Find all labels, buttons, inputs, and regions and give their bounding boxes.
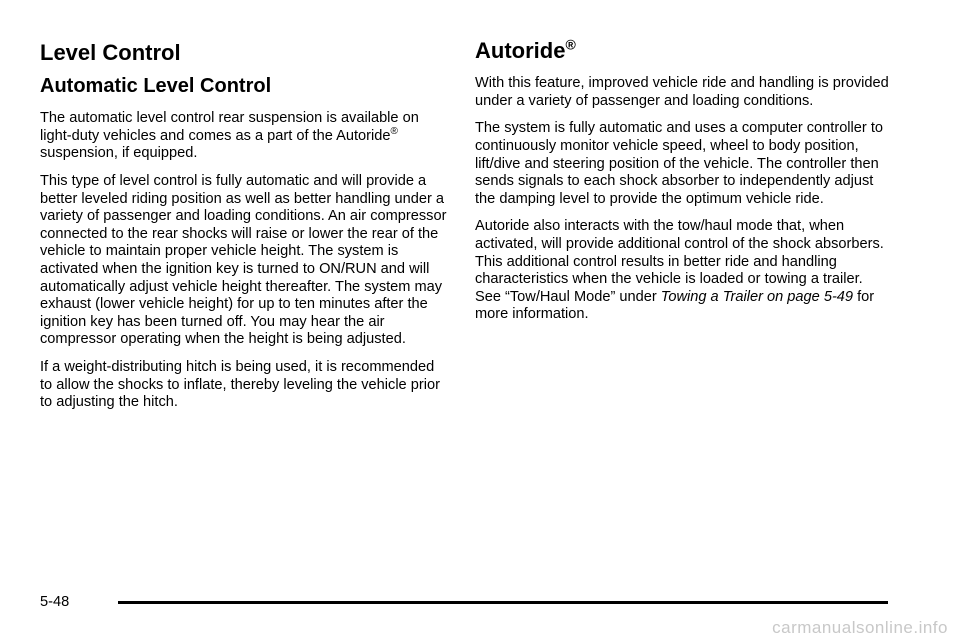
footer-rule bbox=[118, 601, 888, 604]
autoride-title-text: Autoride bbox=[475, 38, 566, 63]
paragraph-tow-haul bbox=[475, 218, 890, 324]
watermark: carmanualsonline.info bbox=[772, 618, 948, 637]
paragraph-system: The system is fully automatic and uses a computer controller to continuously monitor vehicle speed, wheel to body position, lift/dive and steering position of the vehicle. The controller then sends signals to each shock absorber to independently adjust the damping level to provide the optimum vehicle ride. bbox=[475, 120, 883, 207]
paragraph-availability-text: The automatic level control rear suspension is available on light-duty vehicles and comes as a part of the Autoride bbox=[40, 110, 419, 144]
registered-mark: ® bbox=[565, 36, 576, 53]
page-number: 5-48 bbox=[40, 594, 70, 610]
paragraph-feature: With this feature, improved vehicle ride and handling is provided under a variety of passenger and loading conditions. bbox=[475, 75, 889, 109]
registered-mark: ® bbox=[390, 126, 398, 138]
section-title-level-control: Level Control bbox=[40, 40, 181, 65]
paragraph-tow-haul-end: for more information. bbox=[475, 288, 875, 323]
paragraph-tow-haul-text: Autoride also interacts with the tow/haul mode that, when activated, will provide additional control of the shock absorbers. This additional control results in better ride and handling characteristics when the vehicle is loaded or towing a trailer. See “Tow/Haul Mode” under bbox=[475, 218, 884, 305]
left-column bbox=[40, 40, 450, 422]
paragraph-availability-end: suspension, if equipped. bbox=[40, 145, 198, 162]
paragraph-availability bbox=[40, 110, 450, 163]
subsection-title-automatic-level-control: Automatic Level Control bbox=[40, 75, 272, 98]
page-footer bbox=[40, 592, 888, 612]
cross-reference-link[interactable]: Towing a Trailer on page 5‑49 bbox=[660, 288, 854, 305]
right-column bbox=[475, 36, 890, 334]
paragraph-hitch: If a weight-distributing hitch is being used, it is recommended to allow the shocks to inflate, thereby leveling the vehicle prior to adjusting the hitch. bbox=[40, 359, 440, 411]
section-title-autoride bbox=[475, 38, 890, 63]
paragraph-operation: This type of level control is fully automatic and will provide a better leveled riding position as well as better handling under a variety of passenger and loading conditions. An air compressor connected to the rear shocks will raise or lower the rear of the vehicle to maintain proper vehicle height. The system is activated when the ignition key is turned to ON/RUN and will automatically adjust vehicle height thereafter. The system may exhaust (lower vehicle height) for up to ten minutes after the ignition key has been turned off. You may hear the air compressor operating when the height is being adjusted. bbox=[40, 173, 447, 348]
